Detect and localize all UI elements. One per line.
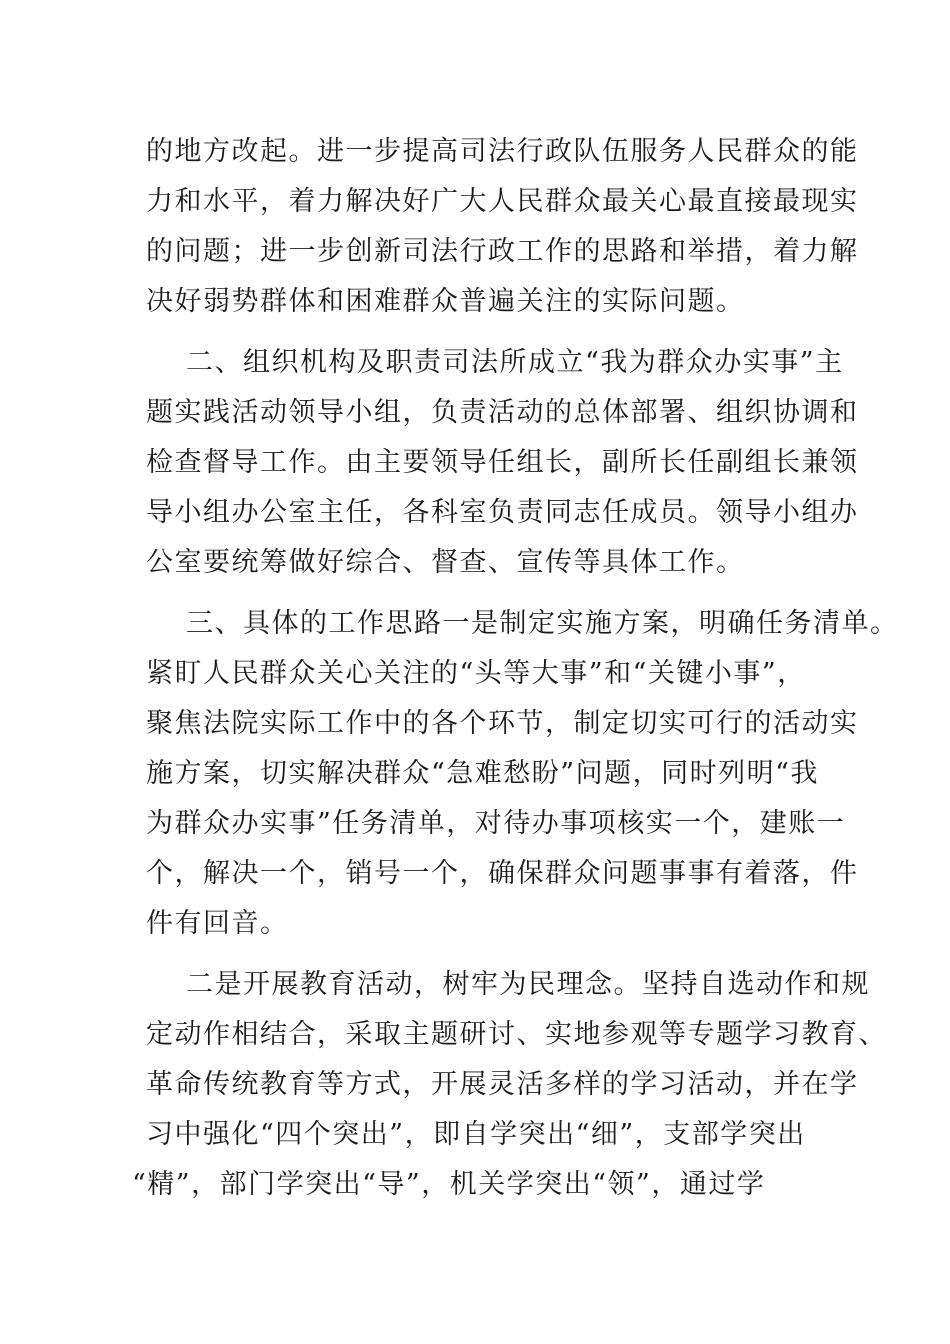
paragraph-4-line-3: 革命传统教育等方式，开展灵活多样的学习活动，并在学 [146, 1069, 859, 1100]
paragraph-3-line-5: 为群众办实事”任务清单，对待办事项核实一个，建账一 [146, 808, 846, 839]
paragraph-2-line-2: 题实践活动领导小组，负责活动的总体部署、组织协调和 [146, 397, 859, 428]
paragraph-1-line-3: 的问题；进一步创新司法行政工作的思路和举措，着力解 [146, 236, 859, 267]
paragraph-3-line-4: 施方案，切实解决群众“急难愁盼”问题，同时列明“我 [146, 758, 819, 789]
paragraph-1-line-2: 力和水平，着力解决好广大人民群众最关心最直接最现实 [146, 186, 859, 217]
paragraph-4-line-5: “精”，部门学突出“导”，机关学突出“领”，通过学 [132, 1169, 766, 1200]
paragraph-2-line-3: 检查督导工作。由主要领导任组长，副所长任副组长兼领 [146, 447, 859, 478]
paragraph-3-line-3: 聚焦法院实际工作中的各个环节，制定切实可行的活动实 [146, 708, 859, 739]
paragraph-4-line-1: 二是开展教育活动，树牢为民理念。坚持自选动作和规 [186, 969, 870, 1000]
paragraph-3-line-6: 个，解决一个，销号一个，确保群众问题事事有着落，件 [146, 858, 859, 889]
paragraph-4-line-2: 定动作相结合，采取主题研讨、实地参观等专题学习教育、 [146, 1019, 887, 1050]
paragraph-2-line-1: 二、组织机构及职责司法所成立“我为群众办实事”主 [186, 347, 844, 378]
paragraph-2-line-4: 导小组办公室主任，各科室负责同志任成员。领导小组办 [146, 497, 859, 528]
paragraph-2-line-5: 公室要统筹做好综合、督查、宣传等具体工作。 [146, 547, 745, 578]
paragraph-4-line-4: 习中强化“四个突出”，即自学突出“细”，支部学突出 [146, 1119, 806, 1150]
paragraph-3-line-7: 件有回音。 [146, 908, 289, 939]
paragraph-3-line-2: 紧盯人民群众关心关注的“头等大事”和“关键小事”， [146, 658, 806, 689]
paragraph-1-line-4: 决好弱势群体和困难群众普遍关注的实际问题。 [146, 286, 745, 317]
paragraph-1-line-1: 的地方改起。进一步提高司法行政队伍服务人民群众的能 [146, 136, 859, 167]
paragraph-3-line-1: 三、具体的工作思路一是制定实施方案，明确任务清单。 [186, 608, 899, 639]
